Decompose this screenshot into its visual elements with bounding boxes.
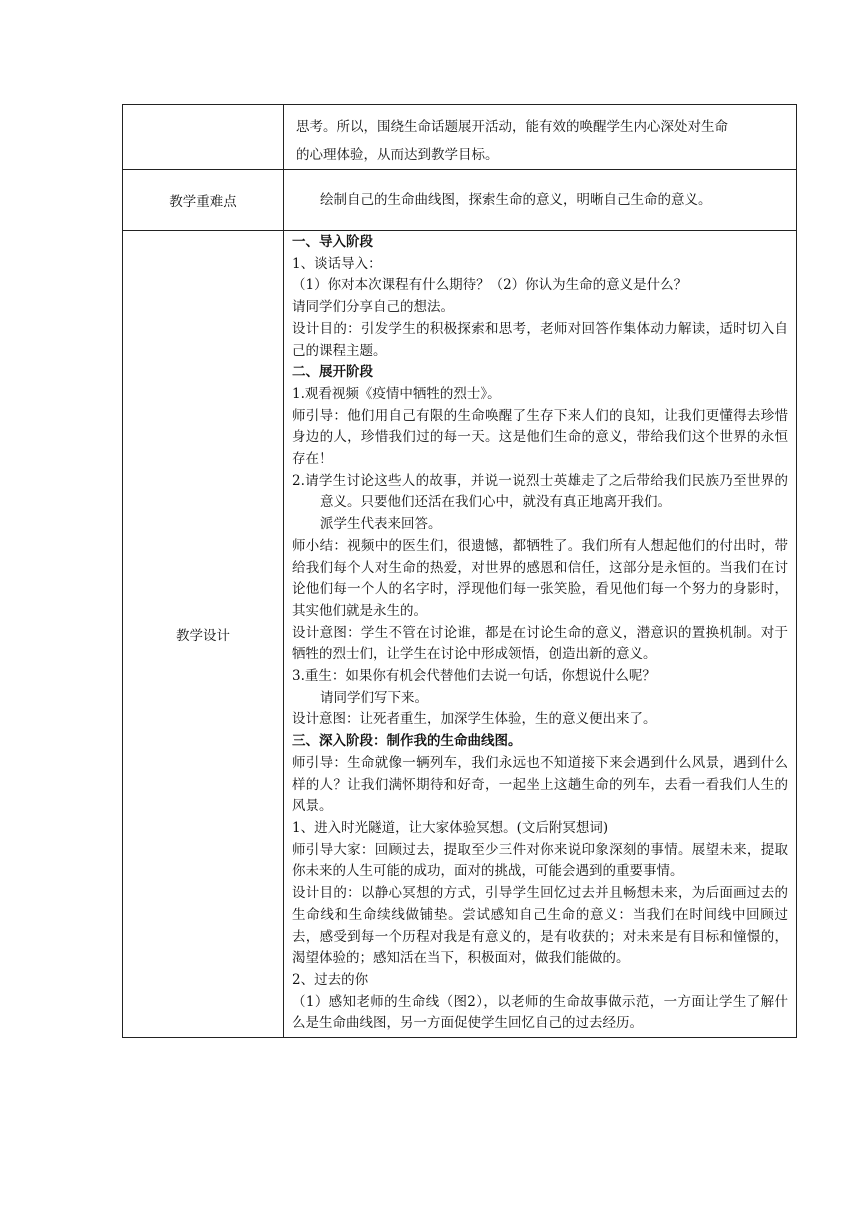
paragraph: 师引导：他们用自己有限的生命唤醒了生存下来人们的良知，让我们更懂得去珍惜身边的人，珍惜我们过的每一天。这是他们生命的意义，带给我们这个世界的永恒存在！ xyxy=(292,407,788,468)
row-label: 教学设计 xyxy=(123,231,284,1038)
paragraph: 1、进入时光隧道，让大家体验冥想。(文后附冥想词) xyxy=(292,819,609,836)
paragraph: （1）感知老师的生命线（图2），以老师的生命故事做示范，一方面让学生了解什么是生命曲线图，另一方面促使学生回忆自己的过去经历。 xyxy=(292,993,788,1032)
paragraph: 师引导大家：回顾过去，提取至少三件对你来说印象深刻的事情。展望未来，提取你未来的人生可能的成功，面对的挑战，可能会遇到的重要事情。 xyxy=(292,841,788,880)
key-points-text: 绘制自己的生命曲线图，探索生命的意义，明晰自己生命的意义。 xyxy=(320,192,712,208)
paragraph: 师小结：视频中的医生们，很遗憾，都牺牲了。我们所有人想起他们的付出时，带给我们每个人对生命的热爱，对世界的感恩和信任，这部分是永恒的。当我们在讨论他们每一个人的名字时，浮现他们每一张笑脸，看见他们每一个努力的身影时，其实他们就是永生的。 xyxy=(292,537,788,619)
content-cell xyxy=(284,105,797,170)
content-cell xyxy=(284,170,797,231)
paragraph: （1）你对本次课程有什么期待？（2）你认为生命的意义是什么？ xyxy=(292,277,688,294)
teaching-design-content xyxy=(284,231,796,1037)
paragraph: 设计意图：让死者重生，加深学生体验，生的意义便出来了。 xyxy=(292,711,657,728)
paragraph: 派学生代表来回答。 xyxy=(320,516,442,533)
paragraph: 请同学们分享自己的想法。 xyxy=(292,299,454,316)
paragraph: 2、过去的你 xyxy=(292,971,369,988)
table-row xyxy=(123,105,797,170)
paragraph: 请同学们写下来。 xyxy=(320,689,428,706)
paragraph: 3.重生：如果你有机会代替他们去说一句话，你想说什么呢？ xyxy=(292,668,656,685)
paragraph: 1.观看视频《疫情中牺牲的烈士》。 xyxy=(292,385,501,402)
paragraph: 设计目的：以静心冥想的方式，引导学生回忆过去并且畅想未来，为后面画过去的生命线和生命续线做铺垫。尝试感知自己生命的意义：当我们在时间线中回顾过去，感受到每一个历程对我是有意义的，是有收获的；对未来是有目标和憧憬的，渴望体验的；感知活在当下，积极面对，做我们能做的。 xyxy=(292,885,788,967)
empty-label-cell xyxy=(123,105,284,170)
paragraph: 设计意图：学生不管在讨论谁，都是在讨论生命的意义，潜意识的置换机制。对于牺牲的烈士们，让学生在讨论中形成领悟，创造出新的意义。 xyxy=(292,624,788,663)
table-row xyxy=(123,231,797,1038)
paragraph: 1、谈话导入： xyxy=(292,255,382,272)
paragraph: 2.请学生讨论这些人的故事，并说一说烈士英雄走了之后带给我们民族乃至世界的意义。只要他们还活在我们心中，就没有真正地离开我们。 xyxy=(292,472,788,511)
paragraph: 师引导：生命就像一辆列车，我们永远也不知道接下来会遇到什么风景，遇到什么样的人？让我们满怀期待和好奇，一起坐上这趟生命的列车，去看一看我们人生的风景。 xyxy=(292,754,788,815)
section-heading: 二、展开阶段 xyxy=(292,364,373,381)
row-label: 教学重难点 xyxy=(123,170,284,231)
paragraph: 思考。所以，围绕生命话题展开活动，能有效的唤醒学生内心深处对生命 xyxy=(296,119,728,135)
section-heading: 三、深入阶段：制作我的生命曲线图。 xyxy=(292,733,522,750)
section-heading: 一、导入阶段 xyxy=(292,234,373,250)
content-cell xyxy=(284,231,797,1038)
table-row xyxy=(123,170,797,231)
paragraph: 的心理体验，从而达到教学目标。 xyxy=(296,147,499,163)
lesson-plan-table xyxy=(122,104,797,1038)
paragraph: 设计目的：引发学生的积极探索和思考，老师对回答作集体动力解读，适时切入自己的课程主题。 xyxy=(292,320,788,359)
